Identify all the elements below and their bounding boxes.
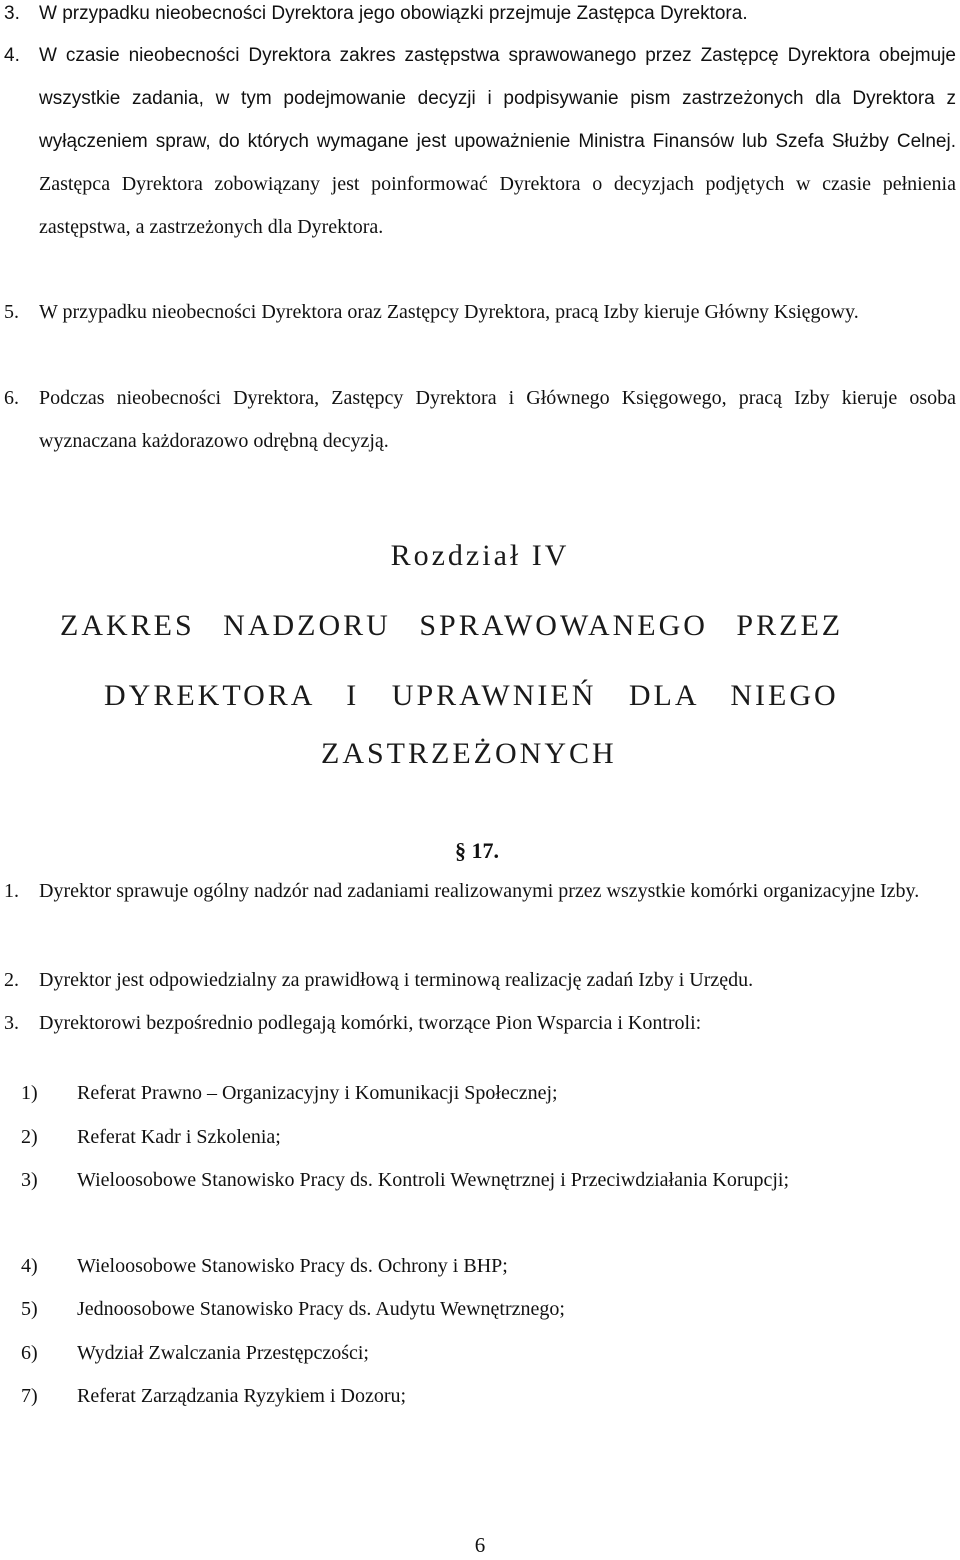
sublist-number: 1) (21, 1082, 38, 1104)
list-item (4, 291, 956, 334)
item-text: W przypadku nieobecności Dyrektora oraz Zastępcy Dyrektora, pracą Izby kieruje Główny Księgowy. (39, 301, 859, 323)
list-item (4, 377, 956, 463)
chapter-heading-line: DYREKTORA I UPRAWNIEŃ DLA NIEGO (104, 679, 839, 712)
sublist-item (21, 1375, 956, 1418)
item-text (39, 34, 956, 249)
paragraph-number: § 17. (455, 838, 499, 863)
item-number: 4. (4, 45, 20, 66)
sublist-text: Wydział Zwalczania Przestępczości; (77, 1342, 369, 1364)
sublist-item (21, 1159, 956, 1202)
item-number: 3. (4, 3, 20, 24)
sublist-text: Jednoosobowe Stanowisko Pracy ds. Audytu Wewnętrznego; (77, 1298, 565, 1320)
list-item (4, 1002, 956, 1045)
item-text-part: Zastępca Dyrektora zobowiązany jest poinformować Dyrektora o decyzjach podjętych w czasie pełnienia zastępstwa, a zastrzeżonych dla Dyrektora. (39, 173, 956, 238)
item-number: 6. (4, 387, 19, 409)
item-text: Dyrektor sprawuje ogólny nadzór nad zadaniami realizowanymi przez wszystkie komórki organizacyjne Izby. (39, 880, 920, 902)
page-number: 6 (474, 1533, 486, 1557)
sublist-number: 7) (21, 1385, 38, 1407)
item-number: 3. (4, 1012, 19, 1034)
item-number: 5. (4, 301, 19, 323)
list-item (4, 959, 956, 1002)
item-number: 2. (4, 969, 19, 991)
sublist-item (21, 1116, 956, 1159)
sublist-text: Referat Prawno – Organizacyjny i Komunikacji Społecznej; (77, 1082, 558, 1104)
list-item (4, 0, 956, 35)
sublist-text: Wieloosobowe Stanowisko Pracy ds. Kontroli Wewnętrznej i Przeciwdziałania Korupcji; (77, 1169, 790, 1191)
sublist-number: 5) (21, 1298, 38, 1320)
sublist-number: 6) (21, 1342, 38, 1364)
sublist-item (21, 1245, 956, 1288)
sublist-text: Wieloosobowe Stanowisko Pracy ds. Ochrony i BHP; (77, 1255, 508, 1277)
list-item (4, 870, 956, 913)
sublist-item (21, 1072, 956, 1115)
item-text: Dyrektor jest odpowiedzialny za prawidłową i terminową realizację zadań Izby i Urzędu. (39, 969, 754, 991)
item-text-part: W czasie nieobecności Dyrektora zakres zastępstwa sprawowanego przez Zastępcę Dyrektora obejmuje wszystkie zadania, w tym podejmowanie decyzji i podpisywanie pism zastrzeżonych dla Dyrektora z wyłączeniem spraw, do których wymagane jest upoważnienie Ministra Finansów lub Szefa Służby Celnej. (39, 45, 956, 152)
sublist-number: 2) (21, 1126, 38, 1148)
sublist-number: 4) (21, 1255, 38, 1277)
chapter-title: Rozdział IV (390, 539, 570, 572)
sublist-text: Referat Kadr i Szkolenia; (77, 1126, 281, 1148)
sublist-item (21, 1332, 956, 1375)
chapter-heading-line: ZASTRZEŻONYCH (321, 737, 617, 770)
item-text: W przypadku nieobecności Dyrektora jego obowiązki przejmuje Zastępca Dyrektora. (39, 3, 748, 24)
item-number: 1. (4, 880, 19, 902)
sublist-text: Referat Zarządzania Ryzykiem i Dozoru; (77, 1385, 407, 1407)
list-item (4, 34, 956, 249)
chapter-heading-line: ZAKRES NADZORU SPRAWOWANEGO PRZEZ (60, 609, 844, 642)
sublist-number: 3) (21, 1169, 38, 1191)
item-text: Dyrektorowi bezpośrednio podlegają komórki, tworzące Pion Wsparcia i Kontroli: (39, 1012, 702, 1034)
item-text: Podczas nieobecności Dyrektora, Zastępcy Dyrektora i Głównego Księgowego, pracą Izby kieruje osoba wyznaczana każdorazowo odrębną decyzją. (39, 387, 956, 452)
sublist-item (21, 1288, 956, 1331)
